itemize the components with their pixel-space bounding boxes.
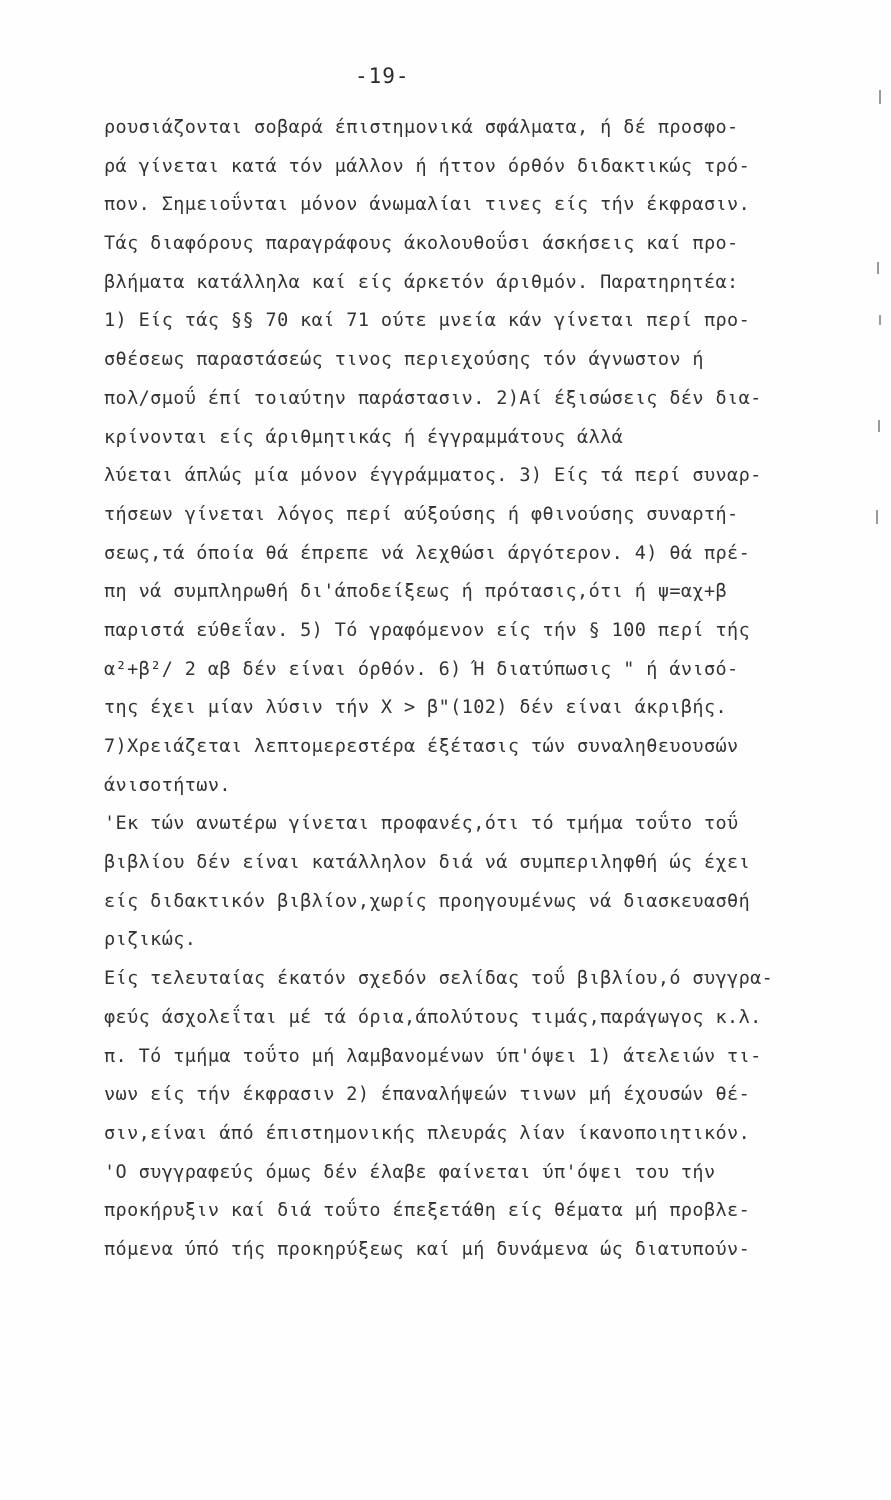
text-line: ριζικώς.: [104, 929, 197, 951]
text-line: σθέσεως παραστάσεώς τινος περιεχούσης τόν άγνωστον ή: [104, 349, 704, 371]
typed-text-body: [104, 109, 879, 1270]
page-number: -19-: [355, 64, 410, 88]
text-line: α²+β²/ 2 αβ δέν είναι όρθόν. 6) Ή διατύπωσις " ή άνισό-: [104, 658, 739, 680]
scan-edge-mark: [879, 90, 881, 104]
text-line: βλήματα κατάλληλα καί είς άρκετόν άριθμόν. Παρατηρητέα:: [104, 271, 739, 293]
scan-edge-mark: [877, 262, 879, 274]
scan-edge-mark: [876, 510, 878, 524]
text-line: 'Εκ τών ανωτέρω γίνεται προφανές,ότι τό τμήμα τοΰτο τοΰ: [104, 813, 739, 835]
text-line: νων είς τήν έκφρασιν 2) έπαναλήψεών τινων μή έχουσών θέ-: [104, 1084, 751, 1106]
text-line: ρουσιάζονται σοβαρά έπιστημονικά σφάλματα, ή δέ προσφο-: [104, 117, 739, 138]
text-line: της έχει μίαν λύσιν τήν Χ > β"(102) δέν είναι άκριβής.: [104, 697, 728, 719]
text-line: προκήρυξιν καί διά τοΰτο έπεξετάθη είς θέματα μή προβλε-: [104, 1200, 751, 1222]
text-line: είς διδακτικόν βιβλίον,χωρίς προηγουμένως νά διασκευασθή: [104, 890, 751, 912]
text-line: 'Ο συγγραφεύς όμως δέν έλαβε φαίνεται ύπ'όψει του τήν: [104, 1161, 716, 1183]
text-line: τήσεων γίνεται λόγος περί αύξούσης ή φθινούσης συναρτή-: [104, 503, 739, 525]
scan-edge-mark: [879, 315, 881, 325]
text-line: παριστά εύθεΐαν. 5) Τό γραφόμενον είς τήν § 100 περί τής: [104, 619, 751, 641]
text-line: Τάς διαφόρους παραγράφους άκολουθοΰσι άσκήσεις καί προ-: [104, 233, 739, 255]
text-line: 7)Χρειάζεται λεπτομερεστέρα έξέτασις τών συναληθευουσών: [104, 736, 739, 757]
text-line: άνισοτήτων.: [104, 774, 231, 796]
text-line: πη νά συμπληρωθή δι'άποδείξεως ή πρότασις,ότι ή ψ=αχ+β: [104, 581, 728, 603]
text-line: πόμενα ύπό τής προκηρύξεως καί μή δυνάμενα ώς διατυπούν-: [104, 1238, 751, 1260]
text-line: π. Τό τμήμα τοΰτο μή λαμβανομένων ύπ'όψει 1) άτελειών τι-: [104, 1045, 762, 1067]
text-line: ρά γίνεται κατά τόν μάλλον ή ήττον όρθόν διδακτικώς τρό-: [104, 155, 751, 177]
scan-edge-mark: [878, 420, 880, 432]
text-line: Είς τελευταίας έκατόν σχεδόν σελίδας τοΰ βιβλίου,ό συγγρα-: [104, 968, 774, 990]
text-line: σεως,τά όποία θά έπρεπε νά λεχθώσι άργότερον. 4) θά πρέ-: [104, 542, 751, 564]
text-line: κρίνονται είς άριθμητικάς ή έγγραμμάτους άλλά: [104, 426, 624, 448]
text-line: βιβλίου δέν είναι κατάλληλον διά νά συμπεριληφθή ώς έχει: [104, 852, 751, 874]
text-line: πολ/σμοΰ έπί τοιαύτην παράστασιν. 2)Αί έξισώσεις δέν δια-: [104, 387, 762, 409]
text-line: φεύς άσχολεΐται μέ τά όρια,άπολύτους τιμάς,παράγωγος κ.λ.: [104, 1006, 762, 1028]
text-line: λύεται άπλώς μία μόνον έγγράμματος. 3) Είς τά περί συναρ-: [104, 465, 762, 487]
text-line: σιν,είναι άπό έπιστημονικής πλευράς λίαν ίκανοποιητικόν.: [104, 1122, 751, 1144]
text-line: πον. Σημειοΰνται μόνον άνωμαλίαι τινες είς τήν έκφρασιν.: [104, 194, 751, 216]
text-line: 1) Είς τάς §§ 70 καί 71 ούτε μνεία κάν γίνεται περί προ-: [104, 310, 751, 332]
